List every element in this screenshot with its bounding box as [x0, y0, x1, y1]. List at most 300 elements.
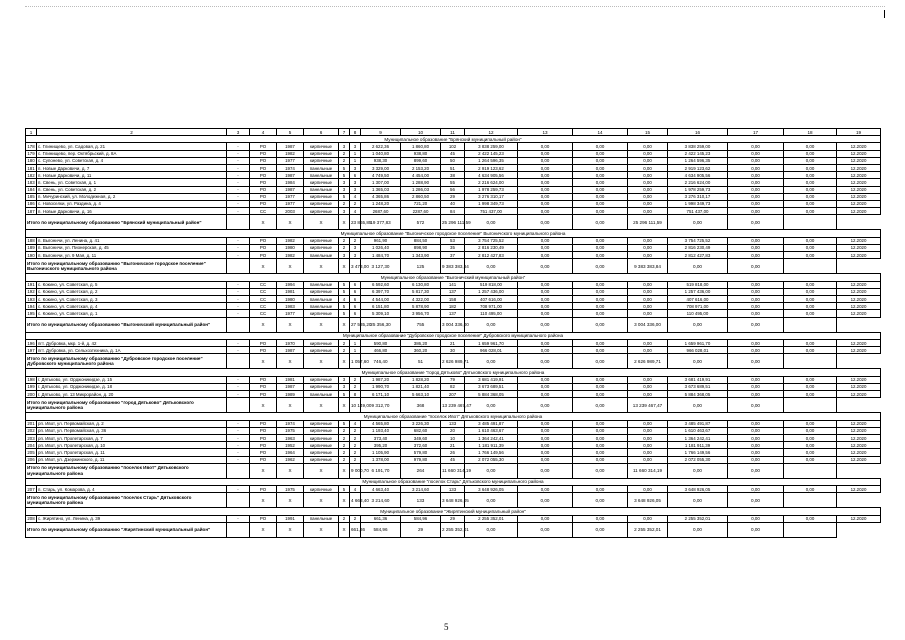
table-cell: 1 998 349,73	[465, 200, 518, 207]
table-cell: 360,20	[401, 347, 441, 354]
table-cell: -	[227, 427, 250, 434]
table-cell: X	[339, 463, 350, 478]
table-cell: кирпичные	[304, 435, 339, 442]
table-cell: кирпичные	[304, 143, 339, 150]
table-cell: X	[250, 215, 277, 230]
table-cell: 0,00	[784, 288, 837, 295]
table-cell: РО	[250, 347, 277, 354]
table-cell: 0,00	[784, 391, 837, 398]
table-cell: 0,00	[573, 193, 628, 200]
table-cell: с. Новоселки, ул. Раздина, д. 4	[37, 200, 227, 207]
table-cell: 0,00	[518, 215, 573, 230]
table-cell: 3 276 310,17	[668, 193, 728, 200]
table-cell: 0,00	[784, 150, 837, 157]
table-cell: 0,00	[518, 391, 573, 398]
table-cell	[784, 493, 837, 508]
table-cell: 0,00	[518, 157, 573, 164]
table-cell: 1	[26, 129, 37, 136]
table-cell: 0,00	[628, 442, 668, 449]
table-cell: РО	[250, 420, 277, 427]
table-cell: кирпичные	[304, 193, 339, 200]
table-row	[26, 486, 881, 493]
table-cell: 179	[27, 151, 35, 157]
table-cell: 0,00	[784, 208, 837, 215]
table-cell: 0,00	[628, 435, 668, 442]
table-cell: 10 149,00	[350, 398, 361, 413]
table-cell: 30	[441, 347, 465, 354]
table-cell: 1 766 149,56	[465, 449, 518, 456]
table-cell: 2	[339, 200, 350, 207]
table-cell: 0,00	[784, 486, 837, 493]
table-cell: 2 422 145,23	[668, 150, 728, 157]
table-cell: 25 296 111,59	[628, 215, 668, 230]
table-cell: 1977	[277, 157, 304, 164]
table-cell: 29	[441, 515, 465, 522]
table-cell: 0,00	[728, 435, 784, 442]
table-cell: 1975	[277, 427, 304, 434]
table-cell: 1 057,60	[350, 354, 361, 369]
table-cell: -	[227, 383, 250, 390]
table-cell: 12	[465, 129, 518, 136]
table-cell: 3 838 259,00	[465, 143, 518, 150]
table-cell: 2	[339, 456, 350, 463]
table-cell: 0,00	[573, 200, 628, 207]
table-cell: 4	[350, 208, 361, 215]
table-cell: 0,00	[628, 391, 668, 398]
table-cell: 19 377,83	[361, 215, 401, 230]
table-row	[26, 252, 881, 259]
table-cell: 21	[441, 442, 465, 449]
table-cell: 13 239 467,47	[441, 398, 465, 413]
table-cell: 178	[27, 143, 35, 149]
table-cell: Итого по муниципальному образованию "поселок Старь" Дятьковского муниципального района	[26, 493, 227, 508]
table-cell: 3 127,30	[361, 259, 401, 274]
table-cell: 0,00	[518, 164, 573, 171]
table-cell: СС	[250, 303, 277, 310]
table-cell: г. Дятьково, ул. 13 Микрорайон, д. 20	[37, 391, 227, 398]
table-cell: 5	[339, 391, 350, 398]
table-cell	[227, 522, 250, 537]
table-cell	[784, 259, 837, 274]
table-cell: -	[227, 193, 250, 200]
table-cell: 6	[350, 288, 361, 295]
table-cell: 12.2020	[837, 376, 881, 383]
table-cell: 0,00	[784, 347, 837, 354]
table-cell: 6 397,70	[361, 288, 401, 295]
table-cell: X	[339, 259, 350, 274]
total-row	[26, 354, 881, 369]
table-cell: РО	[250, 391, 277, 398]
table-cell: кирпичные	[304, 456, 339, 463]
table-cell: 1 860,80	[401, 143, 441, 150]
table-cell: -	[227, 420, 250, 427]
table-cell: 1 821,40	[401, 383, 441, 390]
table-cell: 12.2020	[837, 244, 881, 251]
table-cell: 12.2020	[837, 281, 881, 288]
table-cell: 0,00	[668, 259, 728, 274]
table-cell: 0,00	[628, 200, 668, 207]
table-cell: п. Новые Дарковичи, д. 11	[37, 172, 227, 179]
table-cell: 13	[518, 129, 573, 136]
table-cell: с. Кокино, ул. Советская, д. 4	[37, 303, 227, 310]
table-cell: 180	[27, 158, 35, 164]
table-cell: кирпичные	[304, 237, 339, 244]
table-cell: 0,00	[628, 383, 668, 390]
table-cell: 3 681 419,91	[668, 376, 728, 383]
table-cell: 1 610 463,67	[465, 427, 518, 434]
table-cell: п. Свень, ул. Советская, д. 1	[37, 179, 227, 186]
table-cell: 5	[339, 281, 350, 288]
table-cell: 51	[441, 164, 465, 171]
table-cell: 183	[27, 179, 35, 185]
table-body	[26, 129, 881, 538]
table-cell: 755	[401, 317, 441, 332]
table-row	[26, 456, 881, 463]
table-cell: -	[227, 143, 250, 150]
total-row	[26, 317, 881, 332]
table-cell: 3 673 689,51	[668, 383, 728, 390]
table-cell: 0,00	[628, 449, 668, 456]
table-cell: панельные	[304, 164, 339, 171]
table-cell: 0,00	[728, 486, 784, 493]
table-cell: СС	[250, 295, 277, 302]
table-cell: 2 816 230,49	[465, 244, 518, 251]
table-cell: X	[304, 215, 339, 230]
table-cell: 2	[339, 150, 350, 157]
table-cell: 198	[27, 377, 35, 383]
table-cell: 11 660 314,19	[628, 463, 668, 478]
table-row	[26, 179, 881, 186]
table-cell: 2 919 123,62	[668, 164, 728, 171]
table-cell: 53	[441, 237, 465, 244]
table-row	[26, 449, 881, 456]
table-cell: 5	[339, 172, 350, 179]
table-cell	[784, 522, 837, 537]
table-cell: с. Кокино, ул. Советская, д. 5	[37, 281, 227, 288]
table-cell: 3 754 725,52	[668, 237, 728, 244]
table-cell: 0,00	[784, 252, 837, 259]
table-cell: 0,00	[628, 420, 668, 427]
table-cell: 0,00	[573, 347, 628, 354]
table-cell: панельные	[304, 295, 339, 302]
table-cell: 1 288,90	[401, 179, 441, 186]
table-cell: кирпичные	[304, 179, 339, 186]
table-cell: 0,00	[573, 244, 628, 251]
table-cell: 0,00	[465, 259, 518, 274]
table-cell: 0,00	[784, 200, 837, 207]
table-cell: 4 663,40	[361, 486, 401, 493]
table-cell: 13 239 467,47	[628, 398, 668, 413]
table-cell: панельные	[304, 391, 339, 398]
table-cell: 1970	[277, 339, 304, 346]
table-cell: 0,00	[518, 515, 573, 522]
table-cell: 9 383 383,84	[441, 259, 465, 274]
table-cell: X	[277, 215, 304, 230]
table-cell: 0,00	[518, 493, 573, 508]
table-cell: 5	[339, 310, 350, 317]
table-cell: РО	[250, 157, 277, 164]
table-cell: 0,00	[668, 398, 728, 413]
section-title-row	[26, 478, 881, 485]
table-cell: 0,00	[518, 244, 573, 251]
table-cell: 1 378,00	[361, 456, 401, 463]
table-cell: 0,00	[573, 515, 628, 522]
table-cell: 9 312,70	[361, 398, 401, 413]
table-cell: 0,00	[784, 157, 837, 164]
table-cell: 519 818,00	[668, 281, 728, 288]
table-cell: 0,00	[518, 281, 573, 288]
table-cell: 0,00	[728, 427, 784, 434]
table-cell: 0,00	[573, 157, 628, 164]
table-cell: 1982	[277, 150, 304, 157]
table-cell: 207	[441, 391, 465, 398]
table-cell: 5	[339, 193, 350, 200]
table-cell: 182	[441, 303, 465, 310]
table-row	[26, 200, 881, 207]
table-cell: 0,00	[573, 420, 628, 427]
table-cell: 12.2020	[837, 193, 881, 200]
table-cell: 1 343,90	[401, 252, 441, 259]
table-cell: 2 812 427,83	[465, 252, 518, 259]
table-cell: 5	[339, 486, 350, 493]
table-cell: 1	[350, 347, 361, 354]
table-cell: 2 216 624,00	[465, 179, 518, 186]
table-cell: СС	[250, 281, 277, 288]
table-cell: 188	[27, 238, 35, 244]
table-cell: кирпичные	[304, 288, 339, 295]
table-cell: 0,00	[518, 317, 573, 332]
table-cell: 0,00	[518, 179, 573, 186]
table-cell: 961,90	[361, 237, 401, 244]
table-cell: 0,00	[784, 164, 837, 171]
table-cell: 0,00	[668, 354, 728, 369]
table-cell: 12.2020	[837, 449, 881, 456]
table-cell: 519 818,00	[465, 281, 518, 288]
table-cell: 0,00	[573, 208, 628, 215]
table-cell: 1974	[277, 164, 304, 171]
table-cell: 5 884 368,05	[465, 391, 518, 398]
table-cell: РО	[250, 456, 277, 463]
table-cell: 0,00	[728, 442, 784, 449]
table-cell: 133	[401, 493, 441, 508]
table-cell: 0,00	[728, 376, 784, 383]
table-cell: X	[339, 493, 350, 508]
table-cell: 899,60	[401, 157, 441, 164]
table-cell: 708 971,00	[668, 303, 728, 310]
table-cell: 1 659 961,70	[668, 339, 728, 346]
table-cell: 3	[339, 143, 350, 150]
table-cell: 102	[441, 143, 465, 150]
table-cell: 4	[250, 129, 277, 136]
table-cell: 12.2020	[837, 456, 881, 463]
table-cell: X	[304, 463, 339, 478]
table-cell: 884,50	[401, 237, 441, 244]
table-cell: 0,00	[728, 150, 784, 157]
table-cell: 3	[339, 376, 350, 383]
table-cell: РО	[250, 376, 277, 383]
table-cell: 3 004 336,00	[628, 317, 668, 332]
table-cell: 3 226,30	[401, 420, 441, 427]
table-cell: 0,00	[728, 522, 784, 537]
table-cell: 0,00	[784, 515, 837, 522]
table-cell: 4 565,80	[361, 420, 401, 427]
table-cell: 1 026,40	[361, 244, 401, 251]
table-cell: 5	[339, 164, 350, 171]
table-cell: РО	[250, 200, 277, 207]
table-cell: 0,00	[784, 435, 837, 442]
table-cell: -	[227, 391, 250, 398]
table-cell: X	[277, 522, 304, 537]
table-cell: 0,00	[573, 376, 628, 383]
table-cell: 0,00	[728, 193, 784, 200]
table-cell: 1 364 242,41	[465, 435, 518, 442]
table-cell: 0,00	[628, 456, 668, 463]
table-cell: 1982	[277, 252, 304, 259]
table-cell: 1980	[277, 295, 304, 302]
table-cell: 0,00	[728, 493, 784, 508]
table-cell: 2	[37, 129, 227, 136]
table-cell: X	[339, 215, 350, 230]
table-cell: 3 681 419,91	[465, 376, 518, 383]
table-cell: 5	[339, 303, 350, 310]
table-cell: 966 028,01	[668, 347, 728, 354]
table-cell: 0,00	[728, 157, 784, 164]
table-cell: 6 171,10	[361, 391, 401, 398]
table-cell: 110 495,00	[668, 310, 728, 317]
table-cell: X	[339, 398, 350, 413]
table-cell: 1987	[277, 186, 304, 193]
table-cell: 0,00	[784, 420, 837, 427]
table-cell: кирпичные	[304, 310, 339, 317]
table-cell: 181	[27, 165, 35, 171]
table-row	[26, 303, 881, 310]
table-cell: 0,00	[784, 244, 837, 251]
table-cell: 0,00	[573, 486, 628, 493]
table-cell: 18	[784, 129, 837, 136]
table-cell: 1	[350, 157, 361, 164]
table-cell: 0,00	[728, 303, 784, 310]
table-cell: 0,00	[728, 172, 784, 179]
table-row	[26, 435, 881, 442]
table-cell: 3	[339, 252, 350, 259]
table-cell: 84	[441, 208, 465, 215]
table-cell: 682,60	[401, 427, 441, 434]
table-cell: 6 592,60	[361, 281, 401, 288]
table-cell: п. Мичуринский, ул. Молодежная, д. 2	[37, 193, 227, 200]
table-cell: 0,00	[728, 288, 784, 295]
table-cell: 6	[350, 295, 361, 302]
table-cell: 2 255 352,01	[465, 515, 518, 522]
table-cell: 137	[441, 288, 465, 295]
table-cell: 194	[27, 303, 35, 309]
table-cell: 25 356,30	[361, 317, 401, 332]
table-cell: 125	[401, 259, 441, 274]
table-cell: 6 151,80	[361, 303, 401, 310]
table-row	[26, 515, 881, 522]
table-cell: 0,00	[573, 310, 628, 317]
table-cell: 1977	[277, 310, 304, 317]
table-cell: 1987	[277, 347, 304, 354]
table-cell: 0,00	[728, 208, 784, 215]
table-cell: 0,00	[465, 463, 518, 478]
table-cell: X	[277, 259, 304, 274]
table-cell: 0,00	[573, 186, 628, 193]
table-cell: 0,00	[518, 456, 573, 463]
table-cell: пгт. Дубровка, мкр. 1-й, д. 42	[37, 339, 227, 346]
table-row	[26, 172, 881, 179]
table-cell: 2687,60	[361, 208, 401, 215]
table-row	[26, 427, 881, 434]
table-cell: РО	[250, 143, 277, 150]
table-cell: 1 248,20	[361, 200, 401, 207]
table-cell: 3 956,70	[401, 310, 441, 317]
table-cell: РО	[250, 383, 277, 390]
table-cell: 2 812 427,83	[668, 252, 728, 259]
table-cell: 1974	[277, 420, 304, 427]
table-cell: 4	[350, 486, 361, 493]
table-cell: 12.2020	[837, 515, 881, 522]
table-cell: 0,00	[518, 376, 573, 383]
table-cell: 0,00	[728, 398, 784, 413]
table-cell: панельные	[304, 515, 339, 522]
table-cell: 15	[628, 129, 668, 136]
table-cell: -	[227, 515, 250, 522]
table-cell: -	[227, 244, 250, 251]
table-cell: 3 214,60	[361, 493, 401, 508]
table-cell: 4 365,86	[361, 193, 401, 200]
table-cell: 6	[350, 303, 361, 310]
table-cell: 368	[401, 398, 441, 413]
table-cell: 40	[441, 200, 465, 207]
table-cell: 29	[401, 522, 441, 537]
table-cell: 0,00	[784, 376, 837, 383]
page-number: 5	[444, 622, 449, 632]
table-cell: 0,00	[628, 143, 668, 150]
table-cell: 0,00	[668, 493, 728, 508]
table-cell: 45	[441, 150, 465, 157]
table-cell: 2	[339, 442, 350, 449]
table-cell: РО	[250, 193, 277, 200]
table-cell: кирпичные	[304, 157, 339, 164]
table-cell: 0,00	[465, 493, 518, 508]
table-cell: -	[227, 164, 250, 171]
table-cell: 3 329,00	[361, 164, 401, 171]
table-cell: 192	[27, 289, 35, 295]
table-cell: с. Жирятино, ул. Ленина, д. 39	[37, 515, 227, 522]
table-cell: 7	[339, 129, 350, 136]
table-cell: РО	[250, 435, 277, 442]
table-cell: кирпичные	[304, 442, 339, 449]
table-cell: п. Старь, ул. Комарова, д. 4	[37, 486, 227, 493]
table-cell: 0,00	[465, 317, 518, 332]
table-cell: 3	[350, 252, 361, 259]
table-cell: 2 216 624,00	[668, 179, 728, 186]
table-cell: 202	[27, 428, 35, 434]
table-cell: кирпичные	[304, 208, 339, 215]
table-cell: с. Супонево, ул. Советская, д. 4	[37, 157, 227, 164]
table-cell: 8	[350, 129, 361, 136]
table-cell: 0,00	[573, 179, 628, 186]
table-cell: 0,00	[728, 391, 784, 398]
table-cell: 12.2020	[837, 143, 881, 150]
table-cell: кирпичные	[304, 376, 339, 383]
table-cell: Муниципальное образование "Дубровское городское поселение" Дубровского муниципального района	[26, 332, 881, 339]
table-cell	[227, 398, 250, 413]
table-cell: 4 663,40	[350, 493, 361, 508]
table-cell: РО	[250, 427, 277, 434]
table-cell: 1 257 436,00	[668, 288, 728, 295]
section-title-row	[26, 230, 881, 237]
